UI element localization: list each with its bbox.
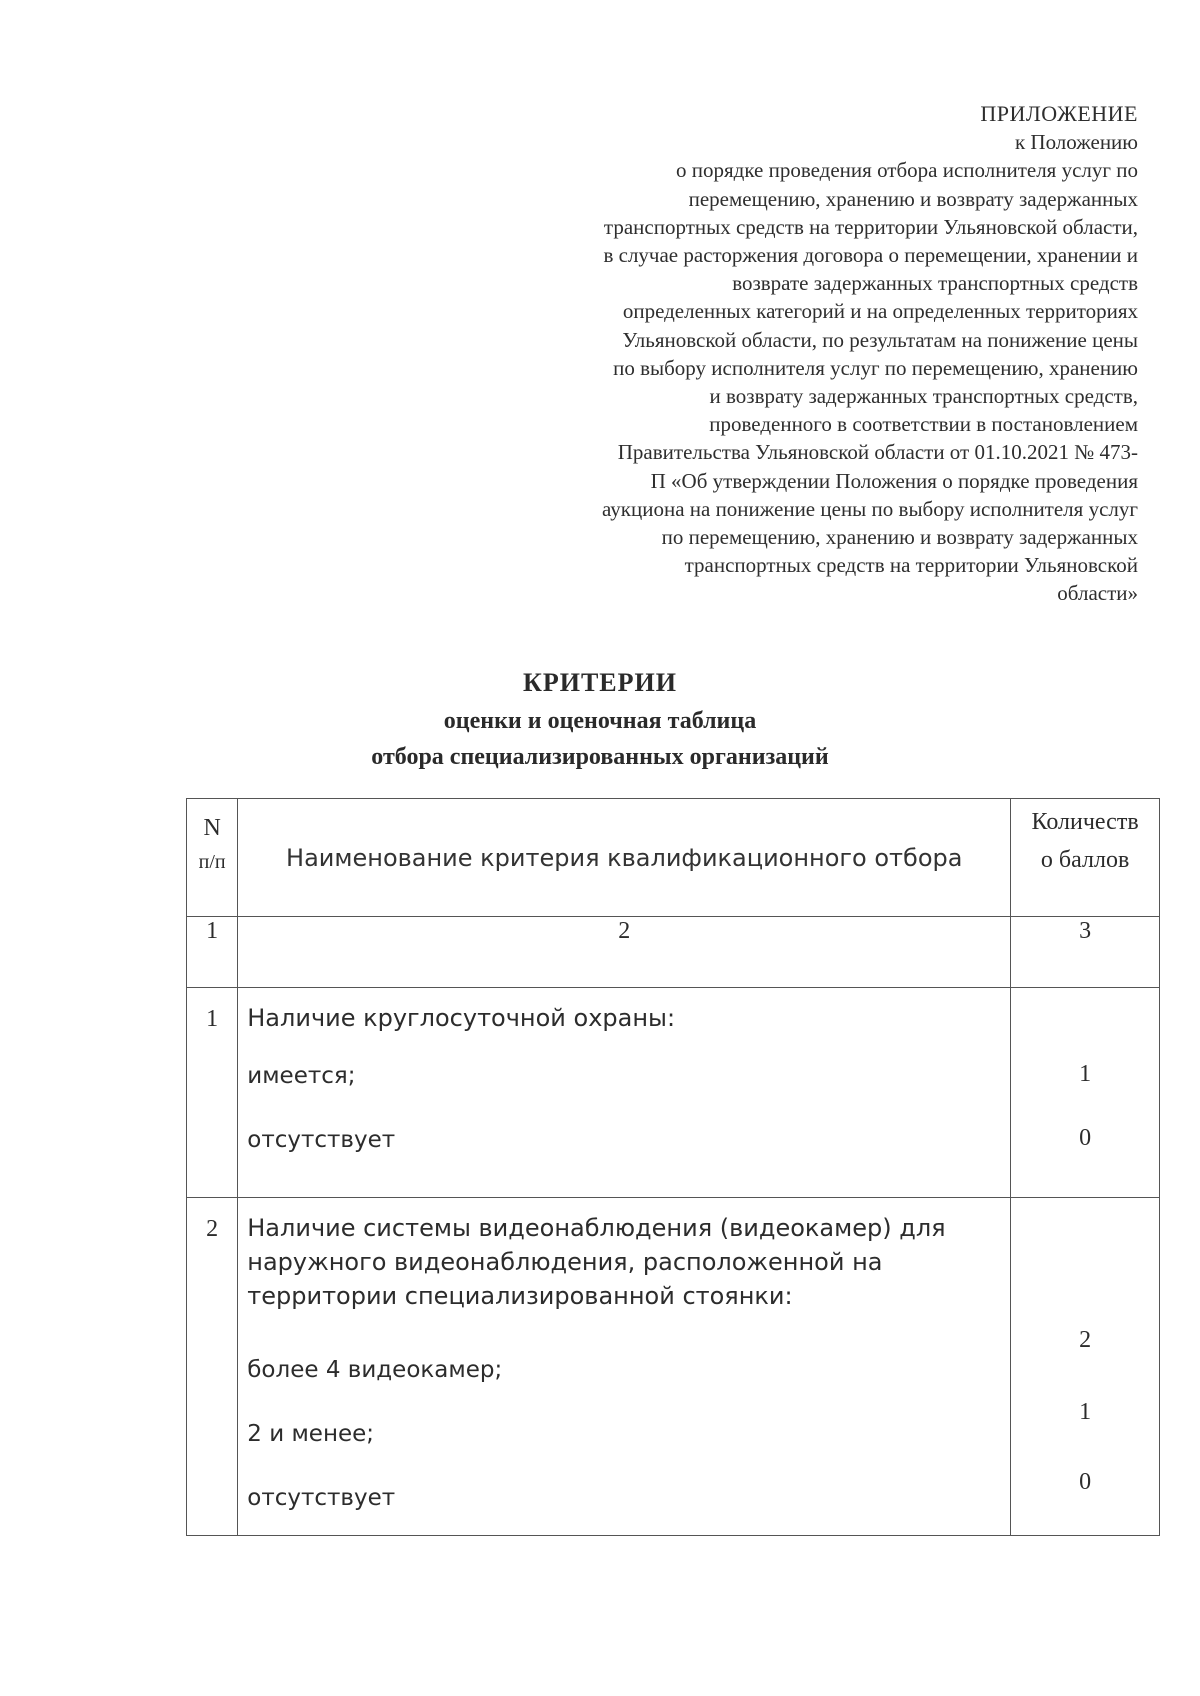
option-points: 1 xyxy=(1079,1399,1092,1425)
criterion-title: Наличие системы видеонаблюдения (видеокамер) для наружного видеонаблюдения, расположенной на территории специализированной стоянки: xyxy=(247,1214,946,1310)
appendix-line: Правительства Ульяновской области от 01.10.2021 № 473- xyxy=(617,440,1138,465)
title-line-3: отбора специализированных организаций xyxy=(371,744,829,770)
option-points: 0 xyxy=(1079,1125,1092,1151)
appendix-line: транспортных средств на территории Ульяновской xyxy=(684,553,1138,578)
title-line-2: оценки и оценочная таблица xyxy=(443,708,757,734)
header-num-sub: п/п xyxy=(198,851,226,873)
index-name: 2 xyxy=(238,917,1011,988)
header-num-cell xyxy=(187,799,238,917)
header-points-line-2: о баллов xyxy=(1040,847,1130,873)
appendix-line: по выбору исполнителя услуг по перемещению, хранению xyxy=(613,355,1138,380)
header-points-cell xyxy=(1011,799,1160,917)
index-num: 1 xyxy=(187,917,238,988)
table-header-row xyxy=(187,799,1160,917)
header-num: N xyxy=(203,815,221,841)
option-label: 2 и менее; xyxy=(247,1421,375,1447)
row-num: 2 xyxy=(187,1198,238,1536)
appendix-heading: ПРИЛОЖЕНИЕ xyxy=(980,101,1138,126)
appendix-line: Ульяновской области, по результатам на понижение цены xyxy=(622,327,1138,352)
appendix-line: области» xyxy=(1057,581,1138,606)
appendix-line: возврате задержанных транспортных средств xyxy=(732,271,1138,296)
appendix-line: определенных категорий и на определенных территориях xyxy=(622,299,1138,324)
table-row xyxy=(187,988,1160,1198)
table-index-row xyxy=(187,917,1160,988)
header-points-line-1: Количеств xyxy=(1031,809,1139,835)
appendix-line: в случае расторжения договора о перемещении, хранении и xyxy=(603,243,1138,268)
option-label: отсутствует xyxy=(247,1485,396,1511)
appendix-line: по перемещению, хранению и возврату задержанных xyxy=(661,525,1138,550)
option-points: 2 xyxy=(1079,1327,1092,1353)
appendix-line: о порядке проведения отбора исполнителя услуг по xyxy=(676,158,1138,183)
option-label: имеется; xyxy=(247,1063,356,1089)
appendix-line: П «Об утверждении Положения о порядке проведения xyxy=(650,468,1138,493)
row-criterion xyxy=(238,988,1011,1198)
option-points: 1 xyxy=(1079,1061,1092,1087)
row-num: 1 xyxy=(187,988,238,1198)
option-points: 0 xyxy=(1079,1469,1092,1495)
header-name: Наименование критерия квалификационного отбора xyxy=(238,799,1011,917)
row-points xyxy=(1011,1198,1160,1536)
index-points: 3 xyxy=(1011,917,1160,988)
row-points xyxy=(1011,988,1160,1198)
appendix-line: проведенного в соответствии в постановлением xyxy=(709,412,1138,437)
criterion-title: Наличие круглосуточной охраны: xyxy=(247,1004,676,1032)
title-line-1: КРИТЕРИИ xyxy=(523,668,677,697)
criteria-table xyxy=(186,798,1160,1536)
option-label: более 4 видеокамер; xyxy=(247,1357,503,1383)
document-title xyxy=(65,663,1135,775)
appendix-line: перемещению, хранению и возврату задержанных xyxy=(688,186,1138,211)
row-criterion xyxy=(238,1198,1011,1536)
appendix-line: транспортных средств на территории Ульяновской области, xyxy=(603,214,1138,239)
appendix-line: аукциона на понижение цены по выбору исполнителя услуг xyxy=(602,496,1138,521)
appendix-block xyxy=(478,100,1138,608)
option-label: отсутствует xyxy=(247,1127,396,1153)
appendix-line: к Положению xyxy=(1014,130,1138,155)
appendix-line: и возврату задержанных транспортных средств, xyxy=(709,384,1138,409)
table-row xyxy=(187,1198,1160,1536)
